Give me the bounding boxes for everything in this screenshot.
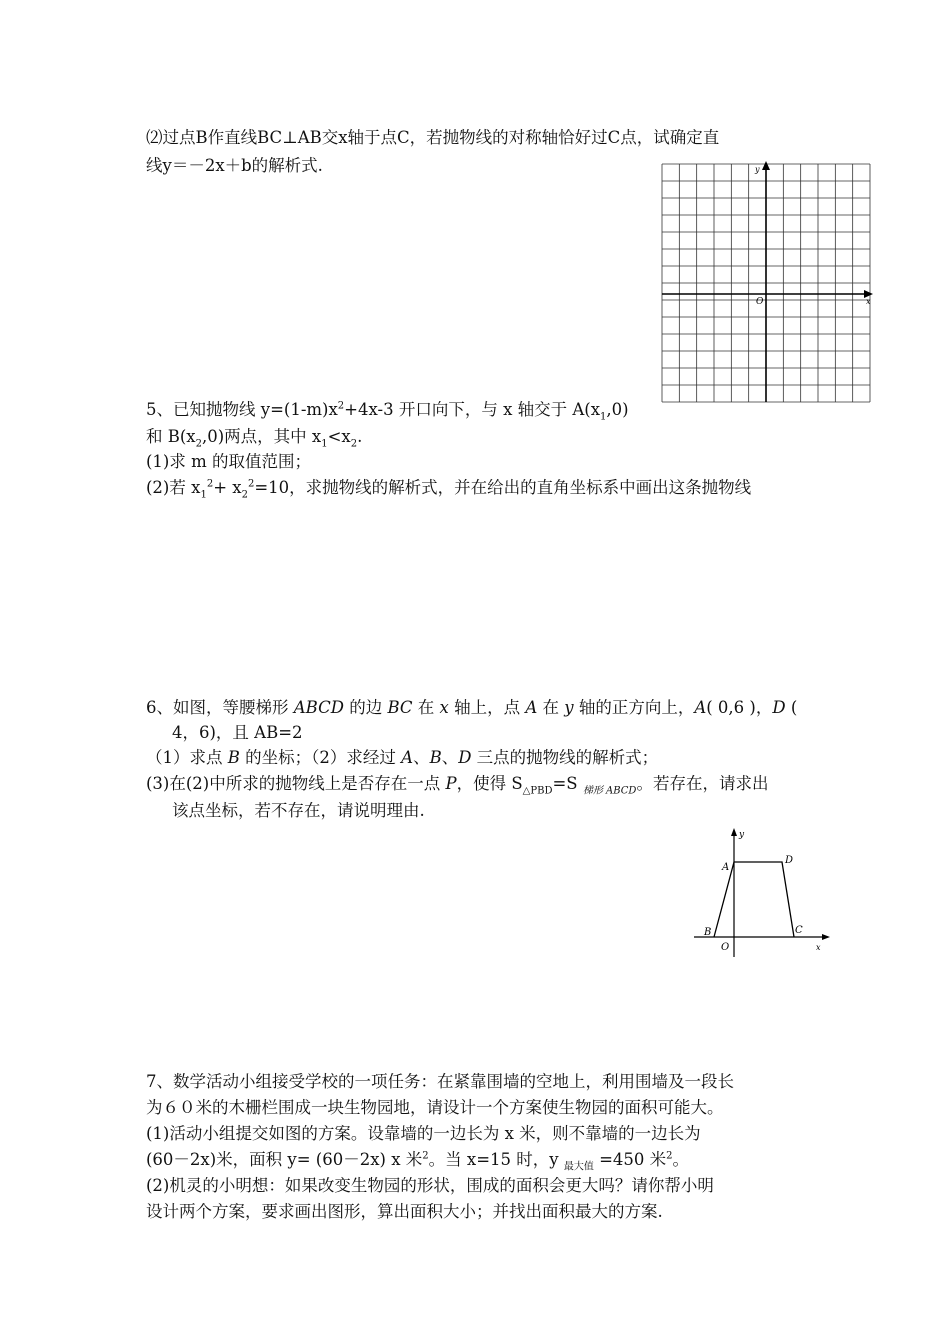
grid-y-label: y xyxy=(755,165,760,174)
q5-line1: 5、已知抛物线 $y=(1-m)x^2+4x-3$ 开口向下，与 x 轴交于 $A(x_1,0)$ xyxy=(146,400,629,423)
q5-part1: (1)求 m 的取值范围； xyxy=(146,452,312,471)
grid-x-label: x xyxy=(866,297,871,306)
trap-label-o: O xyxy=(721,942,730,953)
q4-part2-line1: ⑵过点B作直线BC⊥AB交x轴于点C，若抛物线的对称轴恰好过C点，试确定直 xyxy=(146,128,720,147)
q5-part2: (2)若 $x_1^2+ x_2^2=10$，求抛物线的解析式，并在给出的直角坐标系中画出这条抛物线 xyxy=(146,478,752,501)
grid-origin-label: O xyxy=(756,297,764,307)
q6-part3-line1: (3)在(2)中所求的抛物线上是否存在一点 P，使得 $S_{\triangle PBD}=S$ $_{梯形 ABCD}$。若存在，请求出 xyxy=(146,774,769,797)
trap-x-arrow-icon xyxy=(822,934,830,940)
q7-part1-line1: (1)活动小组提交如图的方案。设靠墙的一边长为 x 米，则不靠墙的一边长为 xyxy=(146,1124,701,1143)
q6-part1-2: （1）求点 B 的坐标；（2）求经过 A、B、D 三点的抛物线的解析式； xyxy=(146,748,659,767)
q5-line2: 和 $B(x_2,0)$两点，其中 $x_1<x_2$. xyxy=(146,427,363,450)
trap-label-d: D xyxy=(785,855,794,866)
q6-part3-line2: 该点坐标，若不存在，请说明理由. xyxy=(172,801,425,820)
trap-label-a: A xyxy=(722,862,730,873)
trap-y-arrow-icon xyxy=(731,828,737,836)
q7-part2-line2: 设计两个方案，要求画出图形，算出面积大小；并找出面积最大的方案. xyxy=(146,1202,663,1221)
q7-part1-line2: (60－2x)米，面积 y= (60－2x) x 米$^2$。当 x=15 时，y $_{最大值}$ =450 米$^2$。 xyxy=(146,1150,690,1173)
trapezoid-shape xyxy=(714,862,794,937)
q7-part2-line1: (2)机灵的小明想：如果改变生物园的形状，围成的面积会更大吗？请你帮小明 xyxy=(146,1176,714,1195)
coordinate-grid xyxy=(660,158,880,410)
q7-line2: 为６０米的木栅栏围成一块生物园地，请设计一个方案使生物园的面积可能大。 xyxy=(146,1098,724,1117)
trap-label-x: x xyxy=(816,943,821,952)
q6-line2: 4，6)，且 AB=2 xyxy=(172,723,303,742)
trap-label-y: y xyxy=(739,830,745,840)
q4-part2-line2: 线y＝－2x＋b的解析式. xyxy=(146,156,323,175)
q7-line1: 7、数学活动小组接受学校的一项任务：在紧靠围墙的空地上，利用围墙及一段长 xyxy=(146,1072,734,1091)
q6-line1: 6、如图，等腰梯形 ABCD 的边 BC 在 x 轴上，点 A 在 y 轴的正方向上，A( 0,6 )，D ( xyxy=(146,698,798,717)
y-axis-arrow-icon xyxy=(762,161,770,170)
trapezoid-diagram xyxy=(690,825,840,960)
trap-label-b: B xyxy=(704,927,712,938)
trap-label-c: C xyxy=(795,925,803,936)
